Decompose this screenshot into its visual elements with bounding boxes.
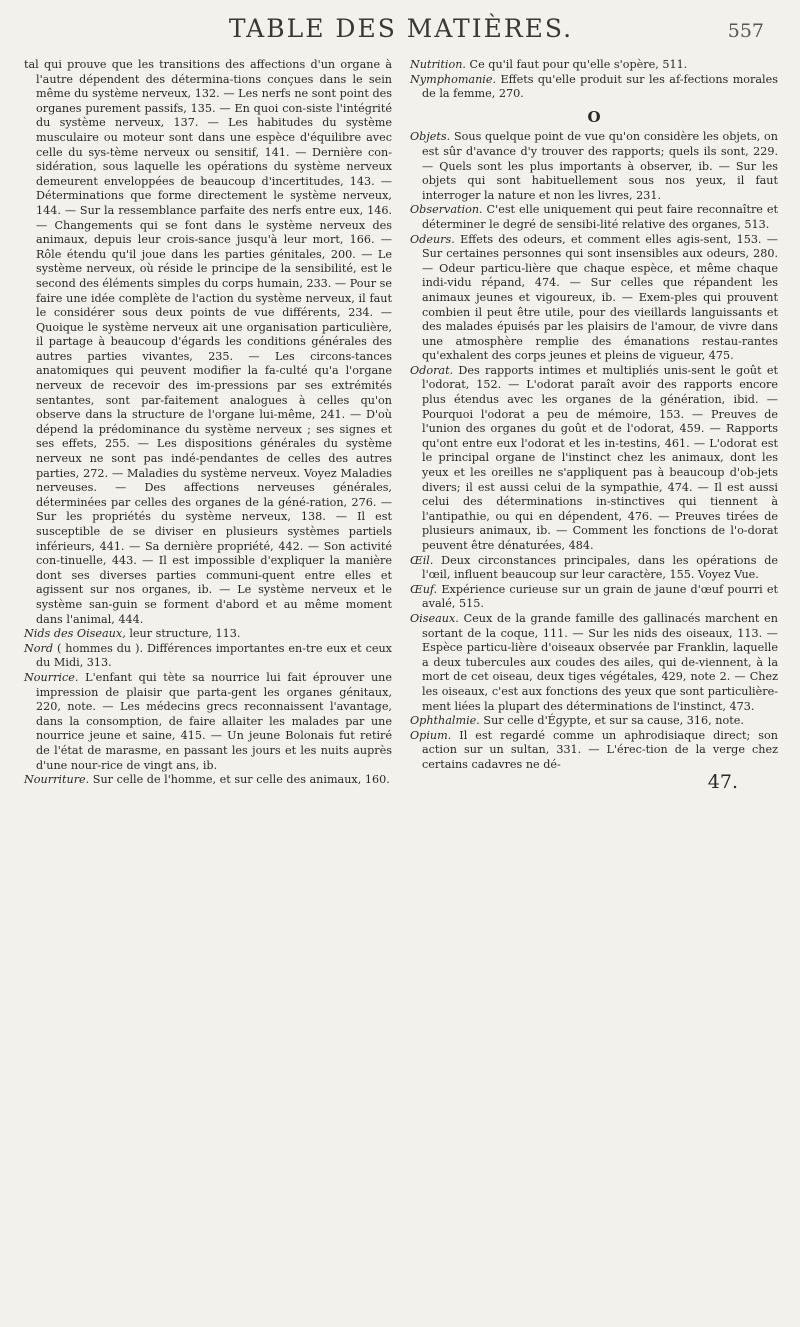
entry-term: Oiseaux.: [410, 611, 459, 625]
entry-term: Œuf.: [410, 582, 438, 596]
entry-term: Objets.: [410, 130, 451, 144]
entry-term: Observation.: [410, 203, 483, 217]
entry-text: Ce qu'il faut pour qu'elle s'opère, 511.: [466, 58, 688, 71]
index-entry: [410, 612, 778, 714]
entry-term: Nord: [24, 641, 54, 655]
entry-text: Expérience curieuse sur un grain de jaune d'œuf pourri et avalé, 515.: [422, 582, 778, 611]
entry-term: Ophthalmie.: [410, 714, 480, 728]
entry-text: Sur celle d'Égypte, et sur sa cause, 316, note.: [479, 714, 744, 728]
page-header: [24, 14, 778, 58]
entry-text: Effets qu'elle produit sur les af-fections morales de la femme, 270.: [422, 72, 778, 101]
entry-term: Nourriture.: [24, 773, 90, 787]
entry-text: Deux circonstances principales, dans les opérations de l'œil, influent beaucoup sur leur caractère, 155. Voyez Vue.: [422, 553, 778, 582]
entry-text: L'enfant qui tète sa nourrice lui fait éprouver une impression de plaisir que parta-gent les organes génitaux, 220, note. — Les médecins grecs reconnaissent l'avantage, dans la consomption, de faire allaiter les malades par une nourrice jeune et saine, 415. — Un jeune Bolonais fut retiré de l'état de marasme, en passant les jours et les nuits auprès d'une nour-rice de vingt ans, ib.: [36, 670, 392, 772]
index-entry: [410, 130, 778, 203]
left-column: [24, 58, 392, 789]
entry-term: Nymphomanie.: [410, 72, 497, 86]
entry-text: leur structure, 113.: [125, 627, 241, 641]
index-entry: [410, 583, 778, 612]
signature-mark: 47.: [707, 770, 738, 793]
entry-term: Nids des Oiseaux,: [24, 627, 126, 641]
entry-term: Nutrition.: [410, 58, 466, 71]
index-entry: [24, 642, 392, 671]
section-letter: O: [587, 107, 601, 126]
entry-text: tal qui prouve que les transitions des affections d'un organe à l'autre dépendent des détermina-tions conçues dans le sein même du système nerveux, 132. — Les nerfs ne sont point des organes purement passifs, 135. — En quoi con-siste l'intégrité du système nerveux, 137. — Les habitudes du système musculaire ou moteur sont dans une espèce d'équilibre avec celle du sys-tème nerveux ou sensitif, 141. — Dernière con-sidération, sous laquelle les opérations du système nerveux demeurent enveloppées de beaucoup d'incertitudes, 143. — Déterminations que forme directement le système nerveux, 144. — Sur la ressemblance parfaite des nerfs entre eux, 146. — Changements qui se font dans le système nerveux des animaux, depuis leur crois-sance jusqu'à leur mort, 166. — Rôle étendu qu'il joue dans les parties génitales, 200. — Le système nerveux, où réside le principe de la sensibilité, est le second des éléments simples du corps humain, 233. — Pour se faire une idée complète de l'action du système nerveux, il faut le considérer sous deux points de vue différents, 234. — Quoique le système nerveux ait une organisation particulière, il partage à beaucoup d'égards les conditions générales des autres parties vivantes, 235. — Les circons-tances anatomiques qui peuvent modifier la fa-culté qu'a l'organe nerveux de recevoir des im-pressions par ses extrémités sentantes, sont par-faitement analogues à celles qu'on observe dans la structure de l'organe lui-même, 241. — D'où dépend la prédominance du système nerveux ; ses signes et ses effets, 255. — Les dispositions générales du système nerveux ne sont pas indé-pendantes de celles des autres parties, 272. — Maladies du système nerveux. Voyez Maladies nerveuses. — Des affections nerveuses générales, déterminées par celles des organes de la géné-ration, 276. — Sur les propriétés du système nerveux, 138. — Il est susceptible de se diviser en plusieurs systèmes partiels inférieurs, 441. — Sa dernière propriété, 442. — Son activité con-tinuelle, 443. — Il est impossible d'expliquer la manière dont ses diverses parties communi-quent entre elles et agissent sur nos organes, ib. — Le système nerveux et le système san-guin se forment d'abord et au même moment dans l'animal, 444.: [24, 58, 392, 626]
index-entry: [24, 627, 392, 642]
index-entry: [410, 364, 778, 554]
entry-text: ( hommes du ). Différences importantes en-tre eux et ceux du Midi, 313.: [36, 641, 392, 670]
entry-term: Œil.: [410, 553, 434, 567]
entry-term: Opium.: [410, 728, 452, 742]
entry-term: Odorat.: [410, 363, 454, 377]
entry-term: Nourrice.: [24, 670, 79, 684]
running-title: TABLE DES MATIÈRES.: [228, 14, 574, 43]
page-number: 557: [727, 20, 764, 42]
index-entry: [410, 554, 778, 583]
index-entry: [410, 58, 778, 73]
entry-text: Ceux de la grande famille des gallinacés marchent en sortant de la coque, 111. — Sur les nids des oiseaux, 113. — Espèce particu-lière d'oiseaux observée par Franklin, laquelle a deux tubercules aux coudes des ailes, qui de-viennent, à la mort de cet oiseau, deux tiges végétales, 429, note 2. — Chez les oiseaux, c'est aux fonctions des yeux que sont particulière-ment liées la plupart des déterminations de l'instinct, 473.: [422, 611, 778, 713]
index-entry: [410, 203, 778, 232]
entry-text: Il est regardé comme un aphrodisiaque direct; son action sur un sultan, 331. — L'érec-tion de la verge chez certains cadavres ne dé-: [422, 728, 778, 771]
index-columns: [24, 58, 778, 793]
index-entry: [410, 73, 778, 102]
index-entry: [24, 773, 392, 788]
index-entry: [410, 729, 778, 773]
entry-term: Odeurs.: [410, 232, 455, 246]
entry-text: Effets des odeurs, et comment elles agis-sent, 153. — Sur certaines personnes qui sont insensibles aux odeurs, 280. — Odeur particu-lière que chaque espèce, et même chaque indi-vidu répand, 474. — Sur celles que répandent les animaux jeunes et vigoureux, ib. — Exem-ples qui prouvent combien il peut être utile, pour des vieillards languissants et des malades épuisés par les plaisirs de l'amour, de vivre dans une atmosphère remplie des émanations restau-rantes qu'exhalent des corps jeunes et pleins de vigueur, 475.: [422, 232, 778, 363]
index-entry: [24, 58, 392, 627]
entry-text: Sur celle de l'homme, et sur celle des animaux, 160.: [89, 773, 390, 787]
entry-text: Sous quelque point de vue qu'on considère les objets, on est sûr d'avance d'y trouver des rapports; quels ils sont, 229. — Quels sont les plus importants à observer, ib. — Sur les objets qui sont habituellement sous nos yeux, il faut interroger la nature et non les livres, 231.: [422, 130, 778, 202]
index-entry: [410, 714, 778, 729]
entry-text: Des rapports intimes et multipliés unis-sent le goût et l'odorat, 152. — L'odorat paraît avoir des rapports encore plus étendus avec les organes de la génération, ibid. — Pourquoi l'odorat a peu de mémoire, 153. — Preuves de l'union des organes du goût et de l'odorat, 459. — Rapports qu'ont entre eux l'odorat et les in-testins, 461. — L'odorat est le principal organe de l'instinct chez les animaux, dont les yeux et les oreilles ne s'appliquent pas à beaucoup d'ob-jets divers; il est aussi celui de la sympathie, 474. — Il est aussi celui des déterminations in-stinctives qui tiennent à l'antipathie, ou qui en dépendent, 476. — Preuves tirées de plusieurs animaux, ib. — Comment les fonctions de l'o-dorat peuvent être dénaturées, 484.: [422, 363, 778, 552]
entry-text: C'est elle uniquement qui peut faire reconnaître et déterminer le degré de sensibi-lité relative des organes, 513.: [422, 203, 778, 231]
index-entry: [410, 233, 778, 364]
index-entry: [24, 671, 392, 773]
right-column: [410, 58, 778, 793]
